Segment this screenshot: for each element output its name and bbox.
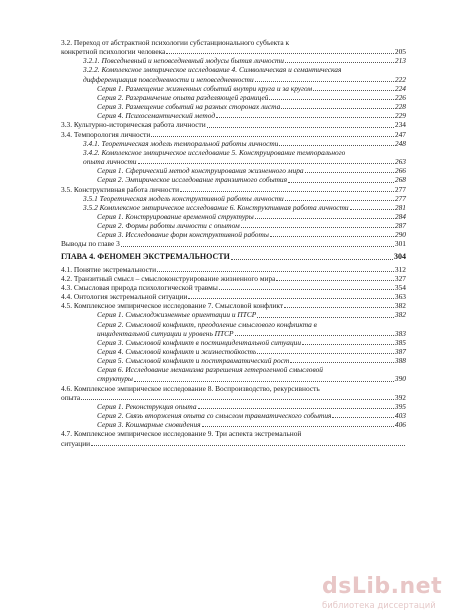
toc-page-number: 268 bbox=[394, 175, 406, 185]
toc-entry bbox=[61, 84, 406, 93]
toc-entry-title bbox=[61, 175, 406, 184]
toc-entry bbox=[61, 102, 406, 111]
toc-entry-title bbox=[61, 283, 406, 292]
toc-entry bbox=[61, 148, 406, 166]
toc-entry-text: 3.5.1 Теоретическая модель конструктивной работы личности bbox=[83, 193, 284, 203]
toc-entry-text: Выводы по главе 3 bbox=[61, 239, 120, 249]
toc-entry-continuation bbox=[61, 75, 406, 84]
toc-entry-title bbox=[61, 429, 406, 438]
toc-entry-title bbox=[61, 102, 406, 111]
toc-page-number: 277 bbox=[394, 184, 406, 194]
toc-page-number: 382 bbox=[394, 301, 406, 311]
toc-leader-dots bbox=[255, 81, 394, 82]
toc-leader-dots bbox=[270, 236, 394, 237]
toc-entry-title bbox=[61, 166, 406, 175]
toc-entry bbox=[61, 221, 406, 230]
toc-leader-dots bbox=[134, 381, 394, 382]
toc-leader-dots bbox=[290, 362, 394, 363]
toc-entry-title bbox=[61, 139, 406, 148]
toc-page-number: 387 bbox=[394, 347, 406, 356]
toc-entry-title bbox=[61, 148, 406, 157]
toc-entry bbox=[61, 301, 406, 310]
toc-leader-dots bbox=[231, 259, 393, 260]
toc-entry-title bbox=[61, 411, 406, 420]
toc-page-number: 354 bbox=[394, 282, 406, 292]
toc-entry-text: 4.1. Понятие экстремальности bbox=[61, 264, 157, 274]
toc-entry-text: Серия 6. Исследование механизма разрешения гетерогенной смысловой bbox=[97, 365, 323, 375]
toc-leader-dots bbox=[157, 271, 394, 272]
toc-entry-title bbox=[61, 56, 406, 65]
toc-page-number: 392 bbox=[394, 392, 406, 402]
toc-entry-text: Серия 1. Реконструкция опыта bbox=[97, 401, 197, 411]
toc-entry-title bbox=[61, 203, 406, 212]
toc-entry bbox=[61, 292, 406, 301]
toc-page-number: 222 bbox=[394, 74, 406, 84]
toc-leader-dots bbox=[313, 90, 394, 91]
toc-entry-title bbox=[61, 230, 406, 239]
toc-entry-text: 3.5. Конструктивная работа личности bbox=[61, 184, 180, 194]
toc-entry-title bbox=[61, 365, 406, 374]
toc-entry-title bbox=[61, 265, 406, 274]
toc-entry-title bbox=[61, 320, 406, 329]
toc-entry bbox=[61, 365, 406, 383]
toc-entry-title bbox=[61, 292, 406, 301]
toc-page-number: 205 bbox=[394, 47, 406, 57]
toc-entry-text: дифференциация повседневности и неповседневности bbox=[83, 74, 254, 84]
toc-leader-dots bbox=[285, 200, 394, 201]
toc-leader-dots bbox=[285, 62, 394, 63]
toc-entry-text: инцидентальной ситуации и уровень ПТСР bbox=[97, 328, 234, 338]
toc-entry-title bbox=[61, 384, 406, 393]
toc-page-number: 266 bbox=[394, 166, 406, 176]
toc-page-number: 363 bbox=[394, 292, 406, 302]
toc-entry-text: опыта bbox=[61, 392, 81, 402]
toc-entry-text: 3.2.1. Повседневный и неповседневный модусы бытия личности bbox=[83, 56, 284, 66]
toc-leader-dots bbox=[121, 246, 394, 247]
toc-entry bbox=[61, 310, 406, 319]
toc-leader-dots bbox=[288, 182, 394, 183]
toc-page-number: 312 bbox=[394, 264, 406, 274]
toc-entry-title bbox=[61, 194, 406, 203]
toc-entry-text: ситуации bbox=[61, 438, 91, 448]
toc-page-number: 304 bbox=[394, 251, 406, 261]
toc-page-number: 388 bbox=[394, 356, 406, 366]
toc-entry-text: 3.3. Культурно-историческая работа личности bbox=[61, 120, 206, 130]
toc-entry-title bbox=[61, 185, 406, 194]
toc-entry-continuation bbox=[61, 329, 406, 338]
toc-entry-text: Серия 4. Смысловой конфликт и жизнестойкость bbox=[97, 347, 257, 356]
toc-entry-text: 3.4.1. Теоретическая модель темпоральной работы личности bbox=[83, 138, 279, 148]
toc-page-number: 247 bbox=[394, 129, 406, 139]
toc-entry-title bbox=[61, 239, 406, 248]
toc-entry-title bbox=[61, 130, 406, 139]
toc-entry-text: 3.5.2 Комплексное эмпирическое исследование 6. Конструктивная работа личности bbox=[83, 202, 349, 212]
toc-leader-dots bbox=[151, 136, 394, 137]
toc-leader-dots bbox=[305, 172, 394, 173]
toc-leader-dots bbox=[350, 209, 394, 210]
toc-entry-text: Серия 2. Эмпирическое исследование транзитного события bbox=[97, 175, 288, 185]
toc-leader-dots bbox=[188, 298, 394, 299]
toc-entry bbox=[61, 338, 406, 347]
toc-entry bbox=[61, 429, 406, 447]
toc-leader-dots bbox=[207, 127, 394, 128]
toc-entry-text: опыта личности bbox=[83, 157, 137, 167]
toc-page-number: 406 bbox=[394, 420, 406, 430]
toc-page-number: 248 bbox=[394, 138, 406, 148]
toc-entry-text: 4.6. Комплексное эмпирическое исследование 8. Воспроизводство, рекурсивность bbox=[61, 383, 320, 393]
toc-entry bbox=[61, 93, 406, 102]
toc-entry bbox=[61, 166, 406, 175]
toc-entry-continuation bbox=[61, 374, 406, 383]
toc-page-number: 395 bbox=[394, 401, 406, 411]
toc-entry-text: структуры bbox=[97, 374, 133, 384]
toc-leader-dots bbox=[180, 191, 394, 192]
toc-entry-text: 4.3. Смысловая природа психологической травмы bbox=[61, 282, 218, 292]
toc-entry bbox=[61, 203, 406, 212]
toc-entry-text: Серия 3. Размещение событий на разных сторонах листа bbox=[97, 102, 281, 112]
toc-entry-text: Серия 2. Формы работы личности с опытом bbox=[97, 221, 240, 231]
toc-entry-text: Серия 2. Связь вторжения опыта со смыслом травматического события bbox=[97, 411, 332, 421]
toc-entry bbox=[61, 120, 406, 129]
toc-leader-dots bbox=[198, 408, 394, 409]
toc-entry-title bbox=[61, 38, 406, 47]
toc-entry bbox=[61, 265, 406, 274]
toc-page-number: 229 bbox=[394, 111, 406, 121]
toc-entry-title bbox=[61, 420, 406, 429]
toc-leader-dots bbox=[257, 353, 394, 354]
toc-entry-title bbox=[61, 111, 406, 120]
watermark-logo: dsLib.net bbox=[322, 574, 443, 599]
toc-entry-text: 4.5. Комплексное эмпирическое исследование 7. Смысловой конфликт bbox=[61, 301, 284, 311]
toc-entry-title bbox=[61, 212, 406, 221]
toc-leader-dots bbox=[219, 289, 394, 290]
toc-entry-title bbox=[61, 251, 406, 262]
toc-entry-text: 4.2. Транзитный смысл – смыслоконструирование жизненного мира bbox=[61, 273, 276, 283]
toc-entry-text: 4.7. Комплексное эмпирическое исследование 9. Три аспекта экстремальной bbox=[61, 429, 302, 439]
toc-page-number: 224 bbox=[394, 83, 406, 93]
toc-entry-text: Серия 2. Смысловой конфликт, преодоление смыслового конфликта в bbox=[97, 319, 317, 329]
toc-page-number: 281 bbox=[394, 202, 406, 212]
toc-entry bbox=[61, 130, 406, 139]
toc-page-number: 383 bbox=[394, 328, 406, 338]
toc-entry bbox=[61, 65, 406, 83]
toc-entry-text: Серия 5. Смысловой конфликт и посттравматический рост bbox=[97, 356, 290, 366]
toc-entry-title bbox=[61, 301, 406, 310]
toc-entry-text: 3.2. Переход от абстрактной психологии субстанционального субъекта к bbox=[61, 38, 290, 47]
toc-entry-text: 3.4. Темпорология личности bbox=[61, 129, 151, 139]
toc-entry bbox=[61, 283, 406, 292]
toc-entry bbox=[61, 356, 406, 365]
toc-entry-text: Серия 1. Сферический метод конструирования жизненного мира bbox=[97, 166, 304, 176]
toc-page-number: 234 bbox=[394, 120, 406, 130]
toc-entry-text: 3.4.2. Комплексное эмпирическое исследование 5. Конструирование темпорального bbox=[83, 147, 346, 157]
toc-entry-text: Серия 2. Разграничение опыта разделяющей границей bbox=[97, 92, 269, 102]
toc-entry bbox=[61, 194, 406, 203]
toc-entry bbox=[61, 411, 406, 420]
toc-page-number: 403 bbox=[394, 411, 406, 421]
toc-entry bbox=[61, 402, 406, 411]
toc-entry bbox=[61, 139, 406, 148]
toc-page-number: 213 bbox=[394, 56, 406, 66]
toc-entry-continuation bbox=[61, 47, 406, 56]
toc-leader-dots bbox=[276, 280, 393, 281]
toc-entry bbox=[61, 384, 406, 402]
toc-leader-dots bbox=[91, 445, 405, 446]
toc-page-number: 263 bbox=[394, 157, 406, 167]
toc-leader-dots bbox=[281, 108, 394, 109]
toc-leader-dots bbox=[241, 227, 394, 228]
toc-leader-dots bbox=[202, 426, 394, 427]
toc-entry bbox=[61, 212, 406, 221]
watermark bbox=[322, 574, 448, 614]
toc-entry-title bbox=[61, 93, 406, 102]
toc-entry-text: 3.2.2. Комплексное эмпирическое исследование 4. Символическая и семантическая bbox=[83, 65, 342, 75]
toc-entry bbox=[61, 239, 406, 248]
toc-page-number: 284 bbox=[394, 211, 406, 221]
toc-entry-title bbox=[61, 356, 406, 365]
table-of-contents bbox=[61, 38, 406, 448]
toc-entry-title bbox=[61, 347, 406, 356]
toc-page-number: 301 bbox=[394, 239, 406, 249]
toc-entry bbox=[61, 347, 406, 356]
toc-entry bbox=[61, 230, 406, 239]
toc-entry-title bbox=[61, 310, 406, 319]
toc-page-number: 390 bbox=[394, 374, 406, 384]
toc-leader-dots bbox=[269, 99, 393, 100]
toc-entry-text: ГЛАВА 4. ФЕНОМЕН ЭКСТРЕМАЛЬНОСТИ bbox=[61, 251, 230, 261]
toc-page-number: 382 bbox=[394, 310, 406, 320]
toc-leader-dots bbox=[216, 117, 394, 118]
toc-page-number: 327 bbox=[394, 273, 406, 283]
toc-entry bbox=[61, 56, 406, 65]
toc-entry-title bbox=[61, 274, 406, 283]
toc-page-number: 228 bbox=[394, 102, 406, 112]
toc-page-number: 287 bbox=[394, 221, 406, 231]
toc-entry-text: Серия 1. Конструирование временной структуры bbox=[97, 211, 254, 221]
toc-entry-continuation bbox=[61, 157, 406, 166]
toc-page-number: 290 bbox=[394, 230, 406, 240]
toc-entry-text: Серия 1. Размещение жизненных событий внутри круга и за кругом bbox=[97, 83, 313, 93]
toc-entry bbox=[61, 274, 406, 283]
toc-leader-dots bbox=[284, 307, 394, 308]
toc-entry-text: конкретной психологии человека bbox=[61, 47, 166, 57]
toc-page-number: 385 bbox=[394, 337, 406, 347]
toc-entry-title bbox=[61, 221, 406, 230]
toc-leader-dots bbox=[235, 335, 394, 336]
toc-page-number: 277 bbox=[394, 193, 406, 203]
toc-entry-text: 4.4. Онтология экстремальной ситуации bbox=[61, 292, 188, 302]
toc-entry-title bbox=[61, 338, 406, 347]
toc-leader-dots bbox=[279, 145, 393, 146]
toc-entry-continuation bbox=[61, 393, 406, 402]
toc-entry-text: Серия 3. Исследование форм конструктивной работы bbox=[97, 230, 269, 240]
toc-entry bbox=[61, 175, 406, 184]
toc-entry bbox=[61, 420, 406, 429]
toc-entry-text: Серия 4. Психосемантический метод bbox=[97, 111, 216, 121]
toc-leader-dots bbox=[138, 163, 394, 164]
toc-leader-dots bbox=[257, 317, 394, 318]
toc-leader-dots bbox=[166, 53, 394, 54]
toc-leader-dots bbox=[81, 399, 394, 400]
toc-entry-title bbox=[61, 120, 406, 129]
toc-page-number: 226 bbox=[394, 92, 406, 102]
toc-entry bbox=[61, 185, 406, 194]
toc-entry-title bbox=[61, 65, 406, 74]
toc-entry-continuation bbox=[61, 439, 406, 448]
toc-entry-text: Серия 3. Смысловой конфликт в постинцидентальной ситуации bbox=[97, 337, 302, 347]
toc-entry-text: Серия 3. Кошмарные сновидения bbox=[97, 420, 201, 430]
toc-entry-title bbox=[61, 84, 406, 93]
toc-entry bbox=[61, 251, 406, 262]
toc-leader-dots bbox=[332, 417, 393, 418]
toc-entry bbox=[61, 320, 406, 338]
toc-entry bbox=[61, 111, 406, 120]
toc-entry bbox=[61, 38, 406, 56]
toc-leader-dots bbox=[302, 344, 394, 345]
watermark-subtitle: библиотека диссертаций bbox=[322, 601, 436, 611]
toc-entry-title bbox=[61, 402, 406, 411]
toc-leader-dots bbox=[255, 218, 394, 219]
toc-entry-text: Серия 1. Смыслоджизненные ориентации и ПТСР bbox=[97, 310, 257, 320]
